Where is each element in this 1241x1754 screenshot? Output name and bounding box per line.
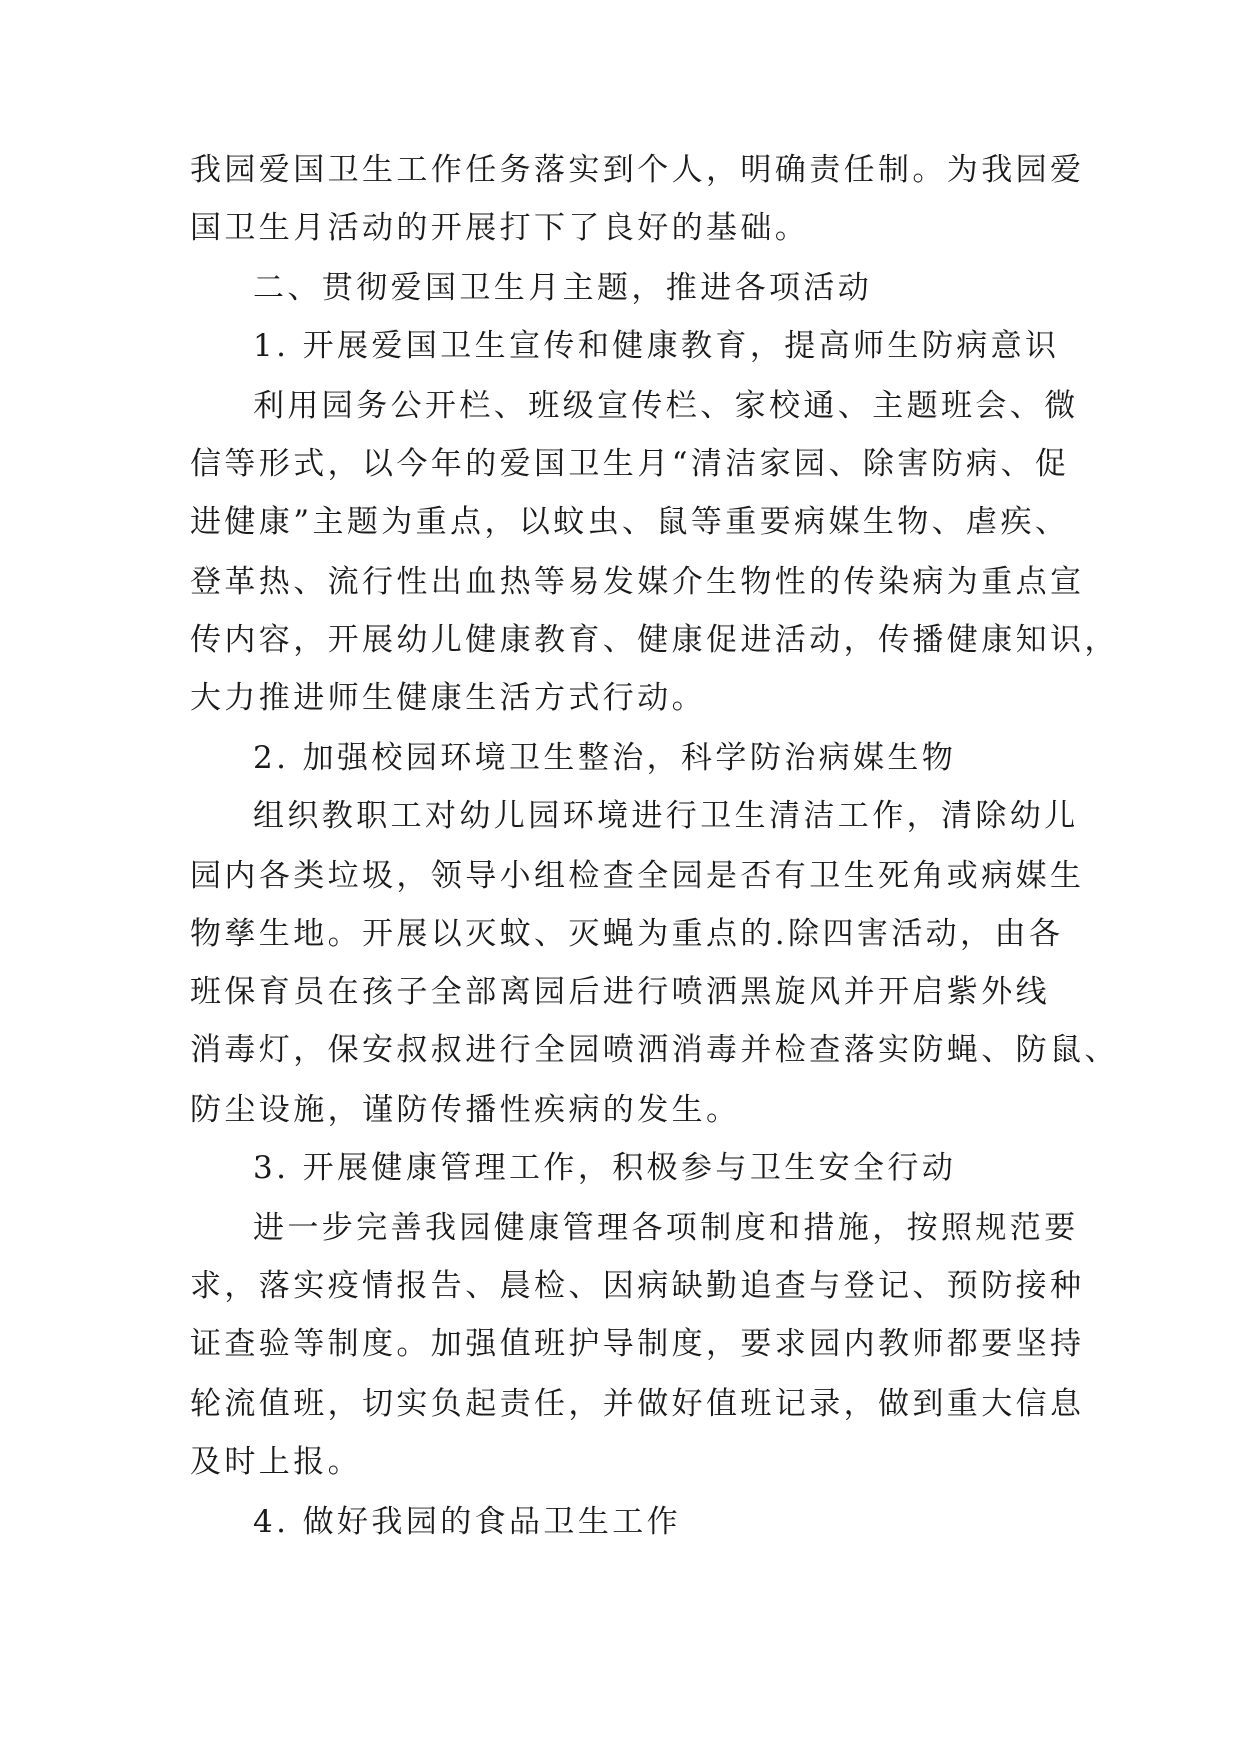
paragraph-line: 组织教职工对幼儿园环境进行卫生清洁工作，清除幼儿 xyxy=(253,798,1079,834)
paragraph-line: 大力推进师生健康生活方式行动。 xyxy=(190,680,706,716)
paragraph-line: 我园爱国卫生工作任务落实到个人，明确责任制。为我园爱 xyxy=(190,152,1085,188)
paragraph-line: 班保育员在孩子全部离园后进行喷洒黑旋风并开启紫外线 xyxy=(190,974,1050,1010)
subsection-heading: 1. 开展爱国卫生宣传和健康教育，提高师生防病意识 xyxy=(253,328,1060,364)
paragraph-line: 轮流值班，切实负起责任，并做好值班记录，做到重大信息 xyxy=(190,1386,1085,1422)
subsection-heading: 4. 做好我园的食品卫生工作 xyxy=(253,1504,682,1540)
paragraph-line: 利用园务公开栏、班级宣传栏、家校通、主题班会、微 xyxy=(253,388,1079,424)
paragraph-line: 进健康”主题为重点，以蚊虫、鼠等重要病媒生物、虐疾、 xyxy=(190,504,1070,540)
paragraph-line: 登革热、流行性出血热等易发媒介生物性的传染病为重点宣 xyxy=(190,564,1085,600)
paragraph-line: 园内各类垃圾，领导小组检查全园是否有卫生死角或病媒生 xyxy=(190,858,1085,894)
subsection-heading: 2. 加强校园环境卫生整治，科学防治病媒生物 xyxy=(253,740,957,776)
section-heading: 二、贯彻爱国卫生月主题，推进各项活动 xyxy=(253,270,873,306)
paragraph-line: 及时上报。 xyxy=(190,1444,362,1480)
paragraph-line: 防尘设施，谨防传播性疾病的发生。 xyxy=(190,1092,741,1128)
subsection-heading: 3. 开展健康管理工作，积极参与卫生安全行动 xyxy=(253,1150,957,1186)
paragraph-line: 求，落实疫情报告、晨检、因病缺勤追查与登记、预防接种 xyxy=(190,1268,1085,1304)
paragraph-line: 物孳生地。开展以灭蚊、灭蝇为重点的.除四害活动，由各 xyxy=(190,916,1064,952)
paragraph-line: 国卫生月活动的开展打下了良好的基础。 xyxy=(190,210,810,246)
paragraph-line: 消毒灯，保安叔叔进行全园喷洒消毒并检查落实防蝇、防鼠、 xyxy=(190,1032,1119,1068)
paragraph-line: 传内容，开展幼儿健康教育、健康促进活动，传播健康知识， xyxy=(190,622,1119,658)
paragraph-line: 信等形式，以今年的爱国卫生月“清洁家园、除害防病、促 xyxy=(190,446,1070,482)
paragraph-line: 证查验等制度。加强值班护导制度，要求园内教师都要坚持 xyxy=(190,1326,1085,1362)
paragraph-line: 进一步完善我园健康管理各项制度和措施，按照规范要 xyxy=(253,1210,1079,1246)
